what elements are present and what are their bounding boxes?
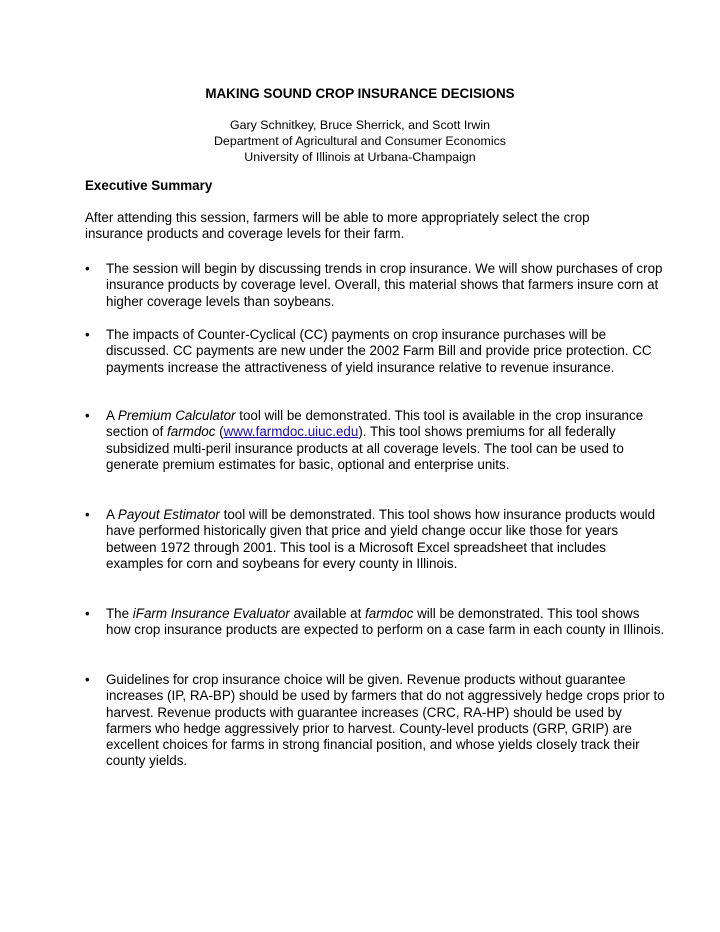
bullet-text-part: tool will be demonstrated. This tool shows how insurance products would have performed historically given that price and yield change occur like those for years between 1972 through 2001. This tool is a Microsoft Excel spreadsheet that includes examples for corn and soybeans for every county in Illinois. — [106, 507, 656, 571]
intro-paragraph: After attending this session, farmers will be able to more appropriately select the crop insurance products and coverage levels for their farm. — [85, 210, 590, 242]
bullet-text-part: ( — [215, 424, 224, 440]
farmdoc-name: farmdoc — [365, 606, 414, 621]
bullet-item — [85, 672, 666, 770]
bullet-icon: • — [85, 672, 90, 687]
author-block — [0, 117, 720, 165]
bullet-text-part: The — [106, 606, 133, 621]
document-title: MAKING SOUND CROP INSURANCE DECISIONS — [205, 86, 515, 101]
farmdoc-link[interactable]: www.farmdoc.uiuc.edu — [223, 424, 359, 440]
bullet-text-part: ). This tool shows premiums for all federally subsidized multi-peril insurance products at all coverage levels. The tool can be used to generate premium estimates for basic, optional and enterprise units. — [106, 424, 624, 472]
bullet-icon: • — [85, 261, 90, 276]
bullet-item — [85, 327, 666, 376]
bullet-item — [85, 408, 666, 473]
bullet-item — [85, 507, 666, 572]
bullet-text-part: tool will be demonstrated. This tool is available in the crop insurance section of — [106, 408, 644, 440]
bullet-icon: • — [85, 408, 90, 423]
university-name: University of Illinois at Urbana-Champaign — [244, 150, 476, 164]
bullet-item — [85, 261, 666, 310]
tool-name-ifarm-evaluator: iFarm Insurance Evaluator — [132, 606, 290, 621]
bullet-icon: • — [85, 606, 90, 621]
bullet-text: The session will begin by discussing trends in crop insurance. We will show purchases of crop insurance products by coverage level. Overall, this material shows that farmers insure corn at higher coverage levels than soybeans. — [106, 261, 663, 309]
author-names: Gary Schnitkey, Bruce Sherrick, and Scott Irwin — [229, 118, 491, 132]
bullet-icon: • — [85, 507, 90, 522]
bullet-text-part: available at — [289, 606, 366, 621]
department-name: Department of Agricultural and Consumer Economics — [213, 134, 506, 148]
bullet-item — [85, 606, 666, 639]
bullet-text-part: A — [106, 408, 118, 423]
tool-name-payout-estimator: Payout Estimator — [117, 507, 220, 522]
tool-name-premium-calculator: Premium Calculator — [117, 408, 236, 423]
bullet-text: Guidelines for crop insurance choice will be given. Revenue products without guarantee increases (IP, RA-BP) should be used by farmers that do not aggressively hedge crops prior to harvest. Revenue products with guarantee increases (CRC, RA-HP) should be used by farmers who hedge aggressively prior to harvest. County-level products (GRP, GRIP) are excellent choices for farms in strong financial position, and whose yields closely track their county yields. — [106, 672, 665, 769]
bullet-text: The impacts of Counter-Cyclical (CC) payments on crop insurance purchases will be discussed. CC payments are new under the 2002 Farm Bill and provide price protection. CC payments increase the attractiveness of yield insurance relative to revenue insurance. — [106, 327, 652, 375]
bullet-icon: • — [85, 327, 90, 342]
bullet-text-part: will be demonstrated. This tool shows how crop insurance products are expected to perform on a case farm in each county in Illinois. — [106, 606, 665, 638]
bullet-text-part: A — [106, 507, 118, 522]
section-heading: Executive Summary — [85, 178, 213, 193]
farmdoc-name: farmdoc — [167, 424, 216, 440]
